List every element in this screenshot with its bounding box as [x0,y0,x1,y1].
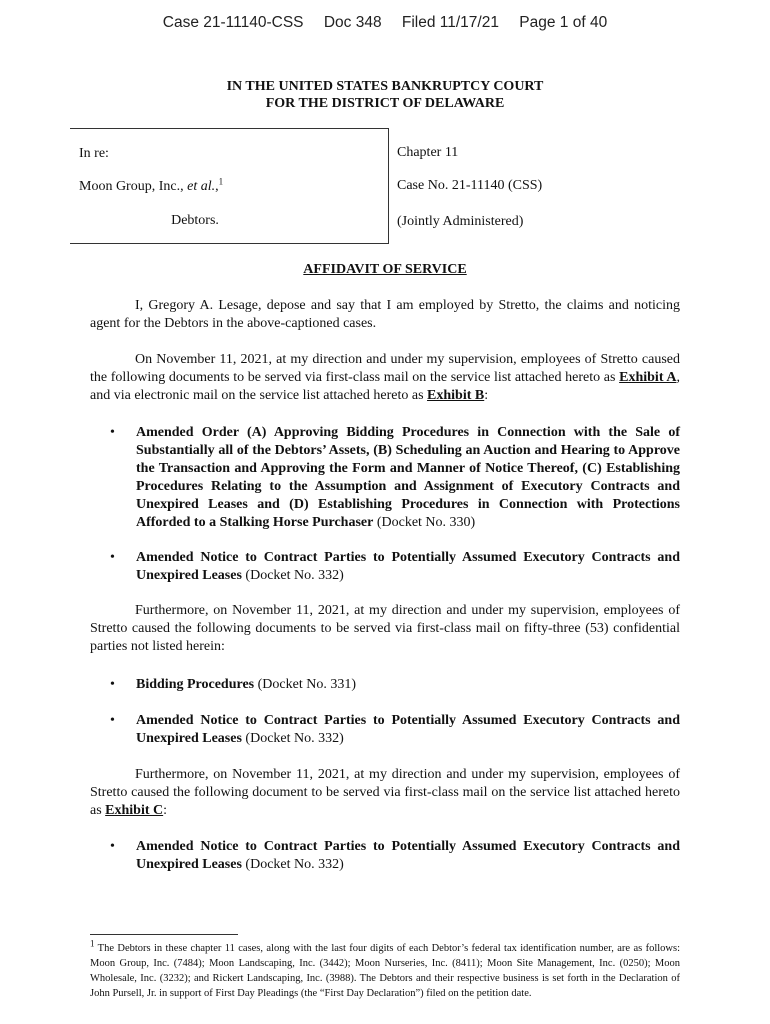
bullet-icon: • [110,713,115,728]
list-item [110,424,680,532]
list-item-docket: (Docket No. 331) [254,677,356,692]
list-item [110,676,680,694]
paragraph-3: Furthermore, on November 11, 2021, at my direction and under my supervision, employees of Stretto caused the following documents to be served via first-class mail on fifty-three (53) confidential parties not listed herein: [90,603,680,654]
list-item [110,712,680,748]
debtors-label: Debtors. [171,213,219,228]
list-item-title: Amended Notice to Contract Parties to Potentially Assumed Executory Contracts and Unexpired Leases [136,839,680,872]
paragraph-4-text-2: : [163,803,168,818]
chapter-label: Chapter 11 [397,145,459,160]
exhibit-c-link: Exhibit C [105,803,164,818]
bullet-icon: • [110,550,115,565]
ecf-header [0,14,770,32]
bullet-icon: • [110,425,115,440]
footnote [90,938,680,1001]
bullet-icon: • [110,677,115,692]
footnote-mark: 1 [90,938,95,949]
paragraph-2-text-2: , and via electronic mail on the service list attached hereto as [90,370,680,403]
court-line-2: FOR THE DISTRICT OF DELAWARE [265,96,505,111]
bullet-icon: • [110,839,115,854]
list-item-docket: (Docket No. 332) [241,857,344,872]
footnote-divider [90,934,238,935]
jointly-administered: (Jointly Administered) [397,214,524,229]
page-number-header: Page 1 of 40 [519,14,608,31]
et-al-text: et al. [187,179,216,194]
list-item [110,549,680,585]
debtor-name-text: Moon Group, Inc., [79,179,188,194]
list-item-title: Amended Notice to Contract Parties to Potentially Assumed Executory Contracts and Unexpired Leases [136,713,680,746]
paragraph-2-text-1: On November 11, 2021, at my direction and under my supervision, employees of Stretto caused the following documents to be served via first-class mail on the service list attached hereto as [90,352,680,385]
paragraph-4-text-1: Furthermore, on November 11, 2021, at my direction and under my supervision, employees of Stretto caused the following document to be served via first-class mail on the service list attached hereto as [90,767,680,818]
exhibit-a-link: Exhibit A [619,370,677,385]
paragraph-2 [90,351,680,405]
footnote-reference: 1 [218,176,224,187]
paragraph-1: I, Gregory A. Lesage, depose and say that I am employed by Stretto, the claims and noticing agent for the Debtors in the above-captioned cases. [90,298,680,331]
in-re-label: In re: [79,146,109,161]
court-heading [0,78,770,112]
court-line-1: IN THE UNITED STATES BANKRUPTCY COURT [226,79,544,94]
document-title: AFFIDAVIT OF SERVICE [303,262,467,277]
list-item-title: Amended Order (A) Approving Bidding Procedures in Connection with the Sale of Substantially all of the Debtors’ Assets, (B) Scheduling an Auction and Hearing to Approve the Transaction and Approving the Form and Manner of Notice Thereof, (C) Establishing Procedures Relating to the Assumption and Assignment of Executory Contracts and Unexpired Leases and (D) Establishing Procedures in Connection with Protections Afforded to a Stalking Horse Purchaser [136,425,680,530]
debtor-suffix: , [215,179,219,194]
list-item-title: Amended Notice to Contract Parties to Potentially Assumed Executory Contracts and Unexpired Leases [136,550,680,583]
case-number: Case No. 21-11140 (CSS) [397,178,543,193]
list-item-title: Bidding Procedures [136,677,255,692]
filed-date-header: Filed 11/17/21 [401,14,499,31]
footnote-text: The Debtors in these chapter 11 cases, along with the last four digits of each Debtor’s federal tax identification number, are as follows: Moon Group, Inc. (7484); Moon Landscaping, Inc. (3442); Moon Nurseries, Inc. (8411); Moon Site Management, Inc. (0250); Moon Wholesale, Inc. (3232); and Rickert Landscaping, Inc. (3988). The Debtors and their respective business is set forth in the Declaration of John Pursell, Jr. in support of First Day Pleadings (the “First Day Declaration”) filed on the petition date. [90,943,680,999]
list-item-docket: (Docket No. 330) [373,515,476,530]
paragraph-4 [90,766,680,820]
exhibit-b-link: Exhibit B [427,388,485,403]
list-item [110,838,680,874]
debtor-name [79,176,224,195]
list-item-docket: (Docket No. 332) [241,731,344,746]
doc-number-header: Doc 348 [323,14,382,31]
paragraph-2-text-3: : [484,388,489,403]
case-number-header: Case 21-11140-CSS [162,14,304,31]
list-item-docket: (Docket No. 332) [241,568,344,583]
caption-box [70,128,389,244]
